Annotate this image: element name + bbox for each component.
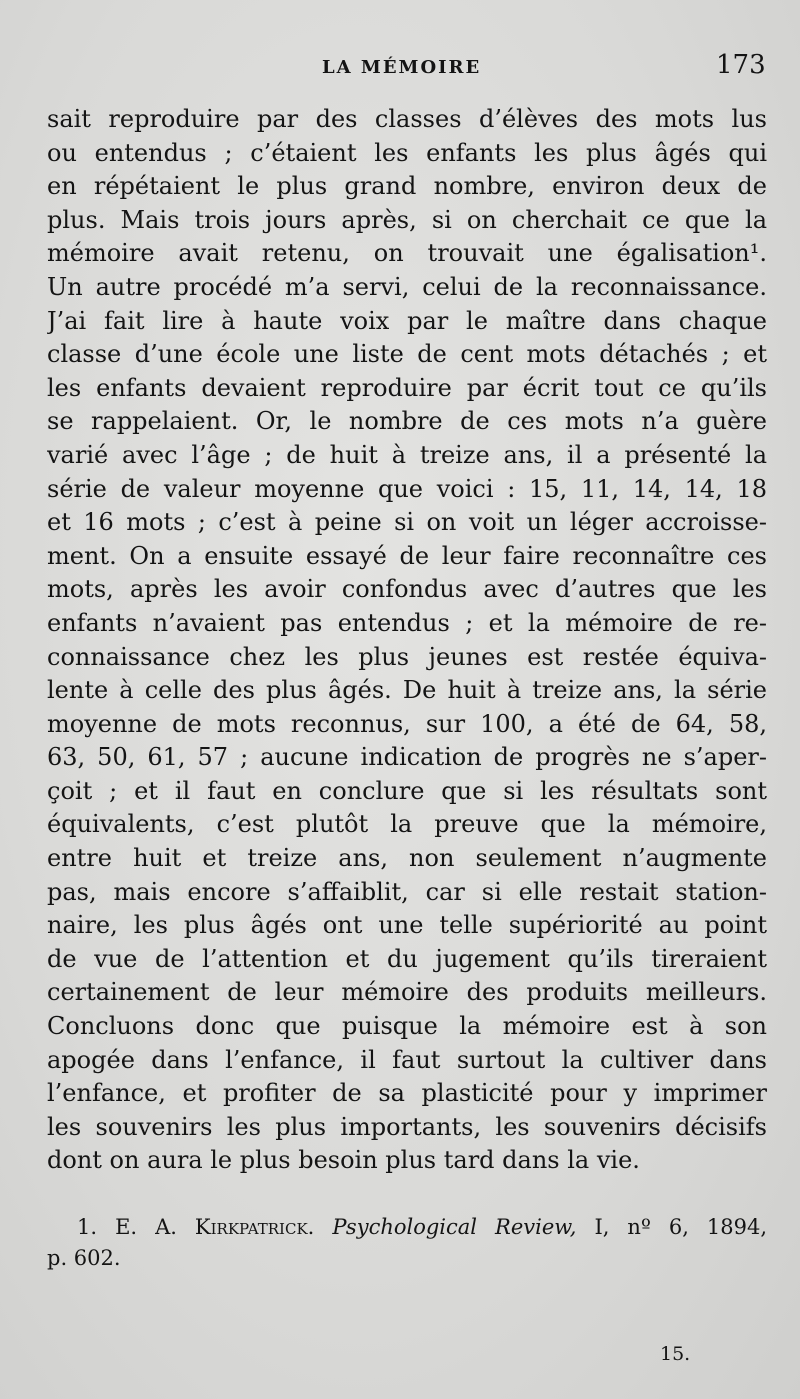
text-line: Un autre procédé m’a servi, celui de la reconnaissance. xyxy=(47,272,767,301)
text-line: dont on aura le plus besoin plus tard dans la vie. xyxy=(47,1146,640,1175)
running-head xyxy=(0,50,800,88)
text-line: çoit ; et il faut en conclure que si les résultats sont xyxy=(47,776,767,805)
text-line: l’enfance, et profiter de sa plasticité pour y imprimer xyxy=(47,1079,767,1108)
text-line: enfants n’avaient pas entendus ; et la mémoire de re- xyxy=(47,608,767,637)
text-line: entre huit et treize ans, non seulement n’augmente xyxy=(47,844,767,873)
text-line: plus. Mais trois jours après, si on cherchait ce que la xyxy=(47,205,767,234)
text-line: et 16 mots ; c’est à peine si on voit un léger accroisse- xyxy=(47,508,767,537)
text-line: de vue de l’attention et du jugement qu’ils tireraient xyxy=(47,944,767,973)
footnote-line xyxy=(47,1212,767,1243)
text-line: sait reproduire par des classes d’élèves des mots lus xyxy=(47,105,767,133)
text-line: les enfants devaient reproduire par écrit tout ce qu’ils xyxy=(47,373,767,402)
running-title: LA MÉMOIRE xyxy=(322,57,482,78)
footnote-page: p. 602. xyxy=(47,1246,121,1270)
footnote-number: 1. xyxy=(77,1215,98,1239)
footnote xyxy=(47,1212,767,1274)
text-line: varié avec l’âge ; de huit à treize ans, il a présenté la xyxy=(47,440,767,469)
text-line: pas, mais encore s’affaiblit, car si elle restait station- xyxy=(47,877,767,906)
text-line: J’ai fait lire à haute voix par le maître dans chaque xyxy=(47,306,767,335)
text-line: apogée dans l’enfance, il faut surtout la cultiver dans xyxy=(47,1045,767,1074)
text-line: en répétaient le plus grand nombre, environ deux de xyxy=(47,172,767,201)
footnote-line xyxy=(47,1243,767,1274)
text-line: mots, après les avoir confondus avec d’autres que les xyxy=(47,575,767,604)
footnote-journal: Psychological Review, xyxy=(332,1215,577,1239)
footnote-author: E. A. Kirkpatrick. xyxy=(115,1215,315,1239)
text-line: Concluons donc que puisque la mémoire est à son xyxy=(47,1012,767,1041)
text-line: moyenne de mots reconnus, sur 100, a été de 64, 58, xyxy=(47,709,767,738)
text-line: ment. On a ensuite essayé de leur faire reconnaître ces xyxy=(47,541,767,570)
text-line: 63, 50, 61, 57 ; aucune indication de progrès ne s’aper- xyxy=(47,743,767,772)
page-number: 173 xyxy=(716,50,766,80)
text-line: série de valeur moyenne que voici : 15, 11, 14, 14, 18 xyxy=(47,474,767,503)
text-line: lente à celle des plus âgés. De huit à treize ans, la série xyxy=(47,676,767,705)
text-line: les souvenirs les plus importants, les souvenirs décisifs xyxy=(47,1112,767,1141)
footnote-details: I, nº 6, 1894, xyxy=(594,1215,767,1239)
text-line: équivalents, c’est plutôt la preuve que la mémoire, xyxy=(47,810,767,839)
text-line: ou entendus ; c’étaient les enfants les plus âgés qui xyxy=(47,138,767,167)
text-line: connaissance chez les plus jeunes est restée équiva- xyxy=(47,642,767,671)
text-line: certainement de leur mémoire des produits meilleurs. xyxy=(47,978,767,1007)
text-line: naire, les plus âgés ont une telle supériorité au point xyxy=(47,911,767,940)
text-line: se rappelaient. Or, le nombre de ces mots n’a guère xyxy=(47,407,767,436)
body-text xyxy=(47,103,767,1178)
text-line: mémoire avait retenu, on trouvait une égalisation¹. xyxy=(47,239,767,268)
printer-signature: 15. xyxy=(660,1343,691,1365)
text-line: classe d’une école une liste de cent mots détachés ; et xyxy=(47,340,767,369)
